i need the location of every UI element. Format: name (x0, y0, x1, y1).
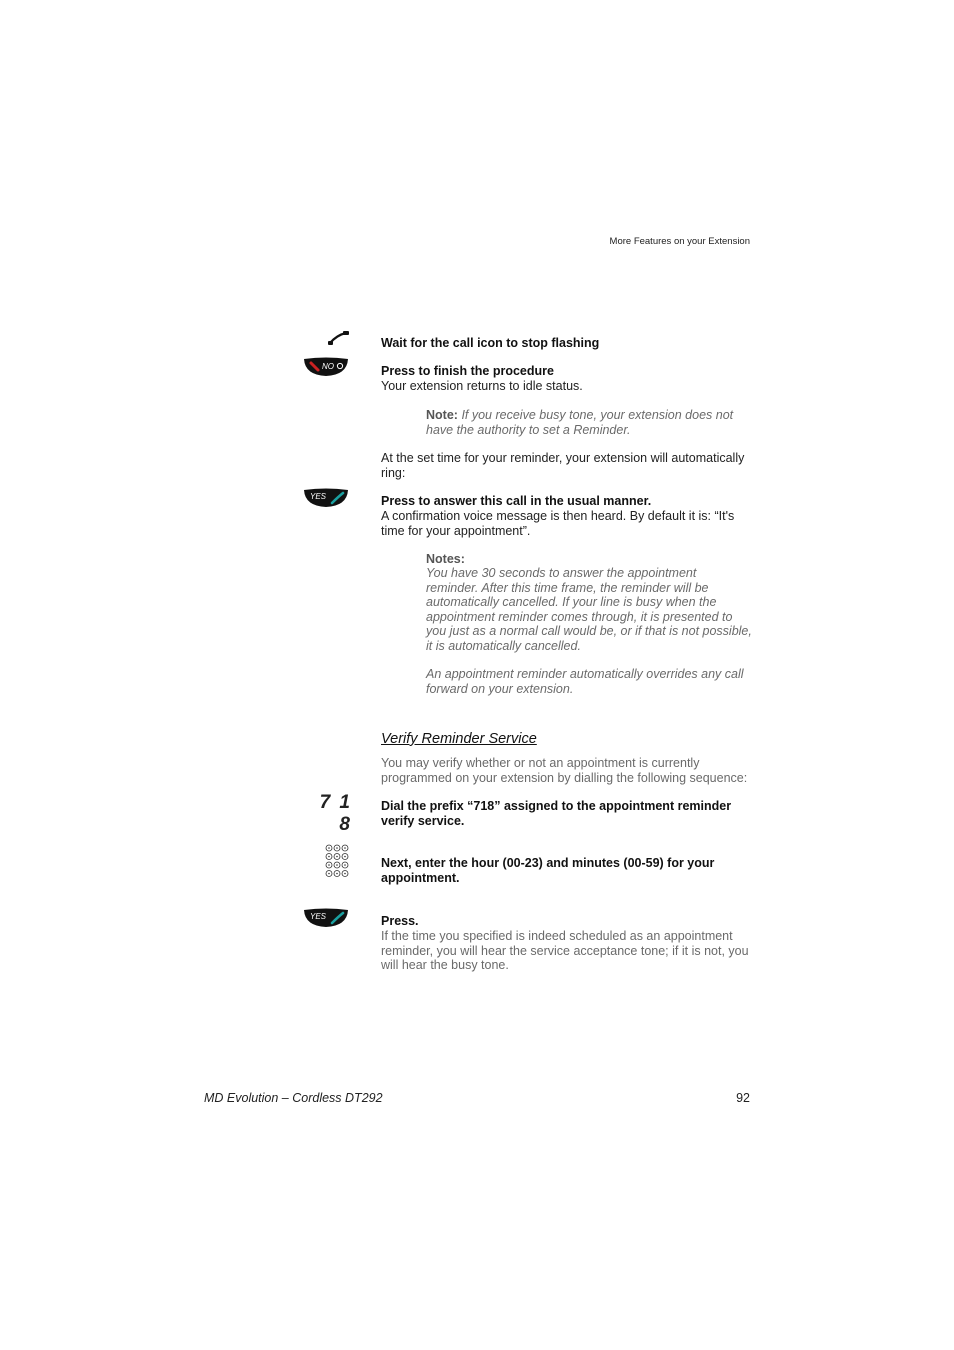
step-finish-title: Press to finish the procedure (381, 364, 554, 378)
yes-key-icon (303, 908, 349, 928)
note-busy-tone (426, 408, 752, 437)
notes-paragraph-1: You have 30 seconds to answer the appointment reminder. After this time frame, the reminder will be automatically cancelled. If your line is busy when the appointment reminder comes through, it is presented to you just as a normal call would be, or if that is not possible, it is automatically cancelled. (426, 566, 752, 653)
step-finish-desc: Your extension returns to idle status. (381, 379, 583, 393)
svg-text:NO: NO (322, 362, 334, 371)
step-answer-title: Press to answer this call in the usual manner. (381, 494, 652, 508)
notes-label: Notes: (426, 552, 465, 566)
yes-key-icon (303, 488, 349, 508)
notes-paragraph-2: An appointment reminder automatically overrides any call forward on your extension. (426, 667, 744, 696)
running-header: More Features on your Extension (609, 236, 750, 247)
step-dial-prefix: Dial the prefix “718” assigned to the appointment reminder verify service. (381, 799, 732, 828)
no-key-icon (303, 357, 349, 377)
step-enter-time: Next, enter the hour (00-23) and minutes (00-59) for your appointment. (381, 856, 715, 885)
footer-page-number: 92 (736, 1091, 750, 1105)
verify-intro: You may verify whether or not an appointment is currently programmed on your extension by dialling the following sequence: (381, 756, 748, 785)
call-handset-icon (328, 331, 350, 345)
note-label: Note: (426, 408, 458, 422)
footer-doc-title: MD Evolution – Cordless DT292 (204, 1091, 383, 1105)
step-wait-flashing: Wait for the call icon to stop flashing (381, 336, 600, 350)
svg-text:YES: YES (310, 912, 327, 921)
section-title-verify: Verify Reminder Service (381, 731, 537, 747)
step-answer-desc: A confirmation voice message is then heard. By default it is: “It's time for your appointment”. (381, 509, 735, 538)
prefix-code: 7 1 8 (319, 792, 352, 835)
step-press-desc: If the time you specified is indeed scheduled as an appointment reminder, you will hear the service acceptance tone; if it is not, you will hear the busy tone. (381, 929, 749, 972)
keypad-icon (325, 844, 349, 878)
ring-intro: At the set time for your reminder, your extension will automatically ring: (381, 451, 745, 480)
step-press-title: Press. (381, 914, 419, 928)
note-text: If you receive busy tone, your extension does not have the authority to set a Reminder. (426, 408, 734, 437)
svg-text:YES: YES (310, 492, 327, 501)
